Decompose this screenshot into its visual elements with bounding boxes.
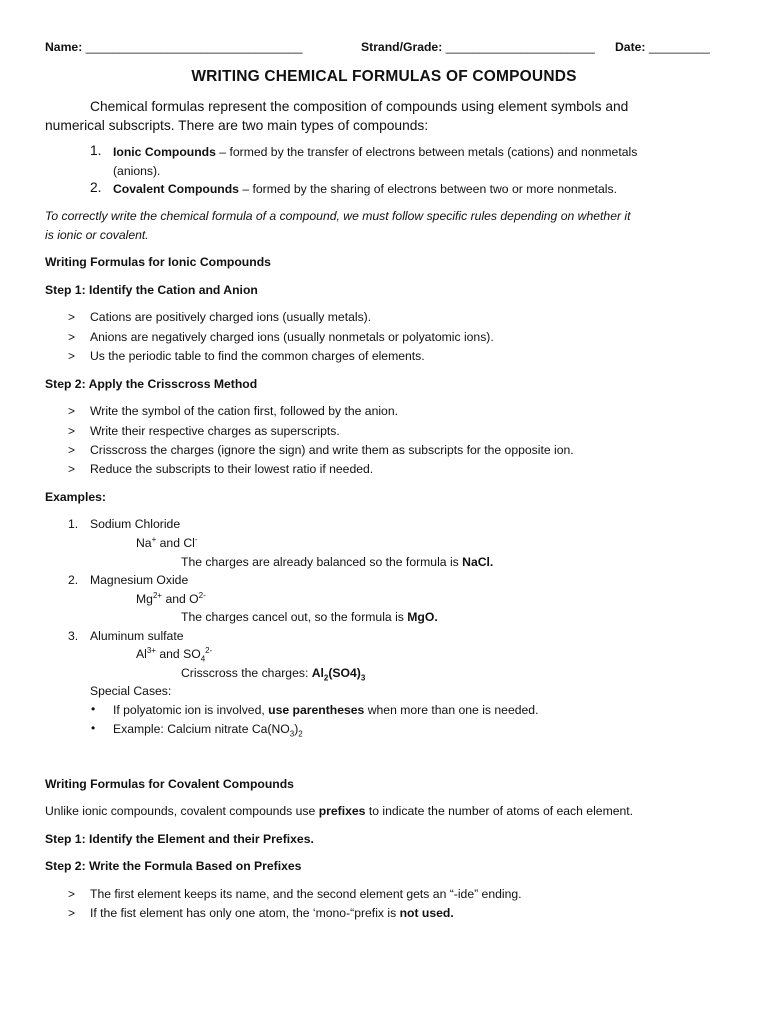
list-item (113, 703, 538, 717)
anion-symbol: and O (162, 592, 199, 606)
formula-subscript: 2 (298, 729, 303, 739)
anion-subscript: 4 (200, 654, 206, 664)
ionic-step2-title: Step 2: Apply the Crisscross Method (45, 377, 258, 391)
anion-symbol: and SO (155, 647, 201, 661)
list-item (113, 182, 617, 196)
formula-part: Al (311, 666, 324, 680)
anion-charge: - (194, 534, 198, 544)
example-name: Magnesium Oxide (90, 573, 189, 587)
list-item: Reduce the subscripts to their lowest ratio if needed. (90, 462, 374, 476)
example-ions (136, 645, 213, 664)
name-blank: ________________________________ (85, 40, 303, 54)
special-text: If polyatomic ion is involved, (113, 703, 269, 717)
example-note-text: Crisscross the charges: (181, 666, 312, 680)
formula-subscript: 3 (289, 729, 295, 739)
cation-charge: 3+ (146, 645, 156, 655)
date-field[interactable] (615, 40, 710, 54)
list-item: Us the periodic table to find the common charges of elements. (90, 349, 425, 363)
formula-subscript: 3 (360, 673, 366, 683)
intro-line-2: numerical subscripts. There are two main types of compounds: (45, 118, 429, 133)
example-number: 1. (68, 517, 79, 531)
list-number: 2. (90, 180, 102, 195)
bullet-marker: • (91, 721, 96, 735)
formula-part: (SO4) (328, 666, 361, 680)
anion-charge: 2- (198, 590, 206, 600)
arrow-marker: > (68, 424, 76, 438)
example-note (181, 666, 366, 683)
arrow-marker: > (68, 330, 76, 344)
example-note-text: The charges are already balanced so the formula is (181, 555, 463, 569)
example-name: Sodium Chloride (90, 517, 181, 531)
covalent-step1-title: Step 1: Identify the Element and their Prefixes. (45, 832, 314, 846)
covalent-desc: – formed by the sharing of electrons between two or more nonmetals. (238, 182, 617, 196)
covalent-intro-bold: prefixes (318, 804, 366, 818)
date-blank: _________ (648, 40, 710, 54)
list-item: Anions are negatively charged ions (usually nonmetals or polyatomic ions). (90, 330, 494, 344)
arrow-marker: > (68, 887, 76, 901)
strand-label: Strand/Grade: (361, 40, 443, 54)
covalent-section-heading: Writing Formulas for Covalent Compounds (45, 777, 294, 791)
cation-symbol: Na (136, 536, 152, 550)
arrow-marker: > (68, 443, 76, 457)
list-item-bold: not used. (399, 906, 454, 920)
italic-note-line-2: is ionic or covalent. (45, 228, 149, 242)
list-item (113, 145, 637, 159)
special-text: when more than one is needed. (364, 703, 539, 717)
example-name: Aluminum sulfate (90, 629, 184, 643)
example-formula: NaCl. (462, 555, 494, 569)
formula-subscript: 2 (323, 673, 329, 683)
date-label: Date: (615, 40, 646, 54)
example-formula (311, 666, 366, 683)
ionic-desc-cont: (anions). (113, 164, 161, 178)
page-title: WRITING CHEMICAL FORMULAS OF COMPOUNDS (191, 68, 577, 85)
list-item (90, 906, 454, 920)
list-item: Write the symbol of the cation first, followed by the anion. (90, 404, 399, 418)
examples-label: Examples: (45, 490, 106, 504)
arrow-marker: > (68, 404, 76, 418)
name-label: Name: (45, 40, 83, 54)
cation-charge: 2+ (152, 590, 163, 600)
list-item-text: If the fist element has only one atom, the ‘mono-“prefix is (90, 906, 400, 920)
special-cases-label: Special Cases: (90, 684, 172, 698)
example-ions (136, 536, 198, 550)
covalent-intro (45, 804, 633, 818)
arrow-marker: > (68, 462, 76, 476)
list-item: The first element keeps its name, and the second element gets an “-ide” ending. (90, 887, 522, 901)
special-text: ) (294, 722, 299, 736)
arrow-marker: > (68, 349, 76, 363)
cation-symbol: Mg (136, 592, 153, 606)
example-number: 2. (68, 573, 79, 587)
covalent-intro-text: Unlike ionic compounds, covalent compounds use (45, 804, 319, 818)
strand-blank: ______________________ (445, 40, 595, 54)
example-note (181, 610, 438, 624)
example-number: 3. (68, 629, 79, 643)
ionic-section-heading: Writing Formulas for Ionic Compounds (45, 255, 271, 269)
cation-symbol: Al (136, 647, 147, 661)
covalent-intro-text: to indicate the number of atoms of each element. (365, 804, 634, 818)
bullet-marker: • (91, 702, 96, 716)
ionic-desc: – formed by the transfer of electrons between metals (cations) and nonmetals (215, 145, 638, 159)
intro-line-1: Chemical formulas represent the composition of compounds using element symbols and (90, 99, 629, 114)
covalent-step2-title: Step 2: Write the Formula Based on Prefixes (45, 859, 302, 873)
list-item: Cations are positively charged ions (usually metals). (90, 310, 372, 324)
covalent-term: Covalent Compounds (113, 182, 239, 196)
name-field[interactable] (45, 40, 303, 54)
arrow-marker: > (68, 906, 76, 920)
ionic-term: Ionic Compounds (113, 145, 216, 159)
list-item: Write their respective charges as superscripts. (90, 424, 340, 438)
example-ions (136, 592, 206, 606)
list-number: 1. (90, 143, 102, 158)
anion-charge: 2- (205, 645, 213, 655)
italic-note-line-1: To correctly write the chemical formula of a compound, we must follow specific rules depending on whether it (45, 209, 631, 223)
example-note (181, 555, 493, 569)
ionic-step1-title: Step 1: Identify the Cation and Anion (45, 283, 258, 297)
cation-charge: + (151, 534, 157, 544)
list-item (113, 722, 303, 739)
list-item: Crisscross the charges (ignore the sign) and write them as subscripts for the opposite ion. (90, 443, 574, 457)
anion-symbol: and Cl (156, 536, 195, 550)
example-formula: MgO. (407, 610, 438, 624)
strand-field[interactable] (361, 40, 595, 54)
example-note-text: The charges cancel out, so the formula is (181, 610, 408, 624)
arrow-marker: > (68, 310, 76, 324)
special-text: Example: Calcium nitrate Ca(NO (113, 722, 290, 736)
special-bold: use parentheses (268, 703, 365, 717)
